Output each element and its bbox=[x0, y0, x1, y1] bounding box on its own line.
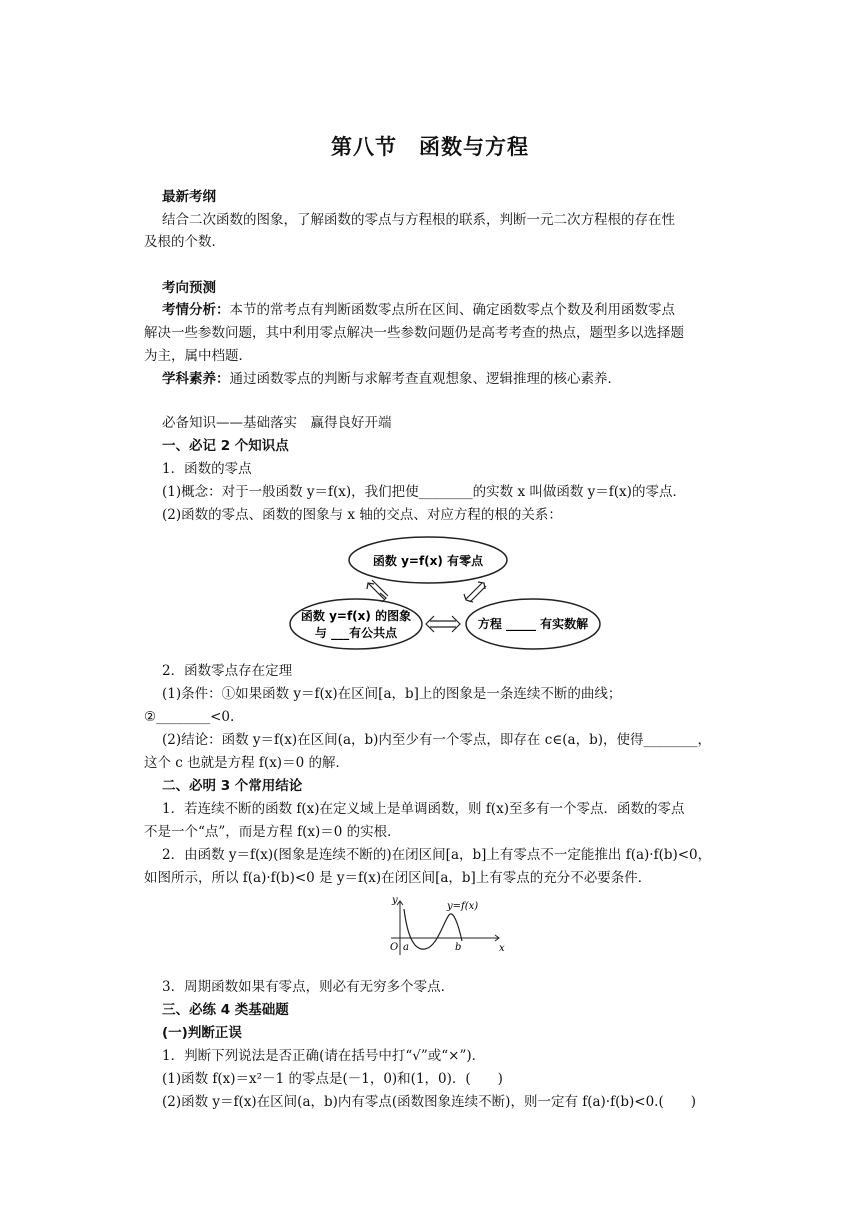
literacy-label: 学科素养： bbox=[162, 371, 230, 387]
curve-label: y=f(x) bbox=[447, 901, 479, 912]
conclusion1-line-1: 1．若连续不断的函数 f(x)在定义域上是单调函数，则 f(x)至多有一个零点．函数的零点 bbox=[162, 801, 685, 817]
conclusion2-line-1: 2．由函数 y＝f(x)(图象是连续不断的)在闭区间[a，b]上有零点不一定能推出 f(a)·f(b)<0， bbox=[162, 847, 712, 863]
conclusion1-line-2: 不是一个“点”，而是方程 f(x)＝0 的实根． bbox=[144, 824, 401, 840]
literacy-line bbox=[162, 370, 621, 388]
sub1-heading: (一)判断正误 bbox=[162, 1025, 242, 1041]
page-title: 第八节 函数与方程 bbox=[331, 135, 529, 159]
diagram-top-text: 函数 y=f(x) 有零点 bbox=[372, 554, 484, 568]
conclusion2-line-2: 如图所示，所以 f(a)·f(b)<0 是 y＝f(x)在闭区间[a，b]上有零点的充分不必要条件． bbox=[144, 870, 652, 886]
syllabus-text-2: 及根的个数． bbox=[144, 234, 225, 250]
analysis-text-3: 为主，属中档题． bbox=[144, 348, 252, 364]
item2-conclusion-2: 这个 c 也就是方程 f(x)＝0 的解． bbox=[144, 755, 349, 771]
item1-title: 1．函数的零点 bbox=[162, 461, 252, 477]
left-ellipse bbox=[290, 599, 422, 649]
analysis-text-1: 本节的常考点有判断函数零点所在区间、确定函数零点个数及利用函数零点 bbox=[229, 302, 675, 318]
item2-condition-2: ②________<0. bbox=[144, 709, 235, 725]
syllabus-text-1: 结合二次函数的图象，了解函数的零点与方程根的联系，判断一元二次方程根的存在性 bbox=[162, 212, 675, 228]
item2-conclusion-1: (2)结论：函数 y＝f(x)在区间(a，b)内至少有一个零点，即存在 c∈(a，b)，使得________， bbox=[162, 732, 711, 748]
analysis-text-2: 解决一些参数问题，其中利用零点解决一些参数问题仍是高考考查的热点，题型多以选择题 bbox=[144, 325, 684, 341]
item1-relation: (2)函数的零点、函数的图象与 x 轴的交点、对应方程的根的关系： bbox=[162, 507, 562, 523]
question-intro: 1．判断下列说法是否正确(请在括号中打“√”或“×”)． bbox=[162, 1048, 486, 1064]
diagram-left-text-2: 与 ___有公共点 bbox=[314, 626, 398, 640]
y-axis-label: y bbox=[392, 895, 398, 906]
part3-heading: 三、必练 4 类基础题 bbox=[162, 1002, 289, 1018]
analysis-line-1 bbox=[162, 301, 675, 319]
x-axis-label: x bbox=[499, 943, 505, 954]
right-double-arrow bbox=[464, 582, 486, 602]
analysis-label: 考情分析： bbox=[162, 302, 230, 318]
origin-label: O bbox=[390, 942, 399, 953]
diagram-right-text: 方程 _____ 有实数解 bbox=[477, 617, 589, 631]
left-double-arrow bbox=[367, 580, 388, 602]
item1-concept: (1)概念：对于一般函数 y＝f(x)，我们把使________的实数 x 叫做函数 y＝f(x)的零点． bbox=[162, 484, 686, 500]
knowledge-heading: 必备知识——基础落实 赢得良好开端 bbox=[162, 415, 392, 431]
question-1: (1)函数 f(x)＝x²－1 的零点是(－1，0)和(1，0)．( ) bbox=[162, 1071, 503, 1087]
horizontal-double-arrow bbox=[426, 616, 460, 632]
question-2: (2)函数 y＝f(x)在区间(a，b)内有零点(函数图象连续不断)，则一定有 f(a)·f(b)<0.( ) bbox=[162, 1094, 697, 1110]
item2-title: 2．函数零点存在定理 bbox=[162, 663, 293, 679]
function-graph bbox=[383, 893, 508, 958]
conclusion3: 3．周期函数如果有零点，则必有无穷多个零点． bbox=[162, 979, 455, 995]
syllabus-heading: 最新考纲 bbox=[162, 189, 216, 205]
b-label: b bbox=[455, 942, 462, 953]
a-label: a bbox=[403, 942, 409, 953]
forecast-heading: 考向预测 bbox=[162, 280, 216, 296]
item2-condition-1: (1)条件：①如果函数 y＝f(x)在区间[a，b]上的图象是一条连续不断的曲线； bbox=[162, 686, 622, 702]
part1-heading: 一、必记 2 个知识点 bbox=[162, 438, 289, 454]
relation-diagram bbox=[284, 532, 604, 658]
diagram-left-text-1: 函数 y=f(x) 的图象 bbox=[300, 609, 412, 623]
part2-heading: 二、必明 3 个常用结论 bbox=[162, 778, 303, 794]
function-curve bbox=[404, 909, 462, 949]
literacy-text: 通过函数零点的判断与求解考查直观想象、逻辑推理的核心素养． bbox=[229, 371, 621, 387]
